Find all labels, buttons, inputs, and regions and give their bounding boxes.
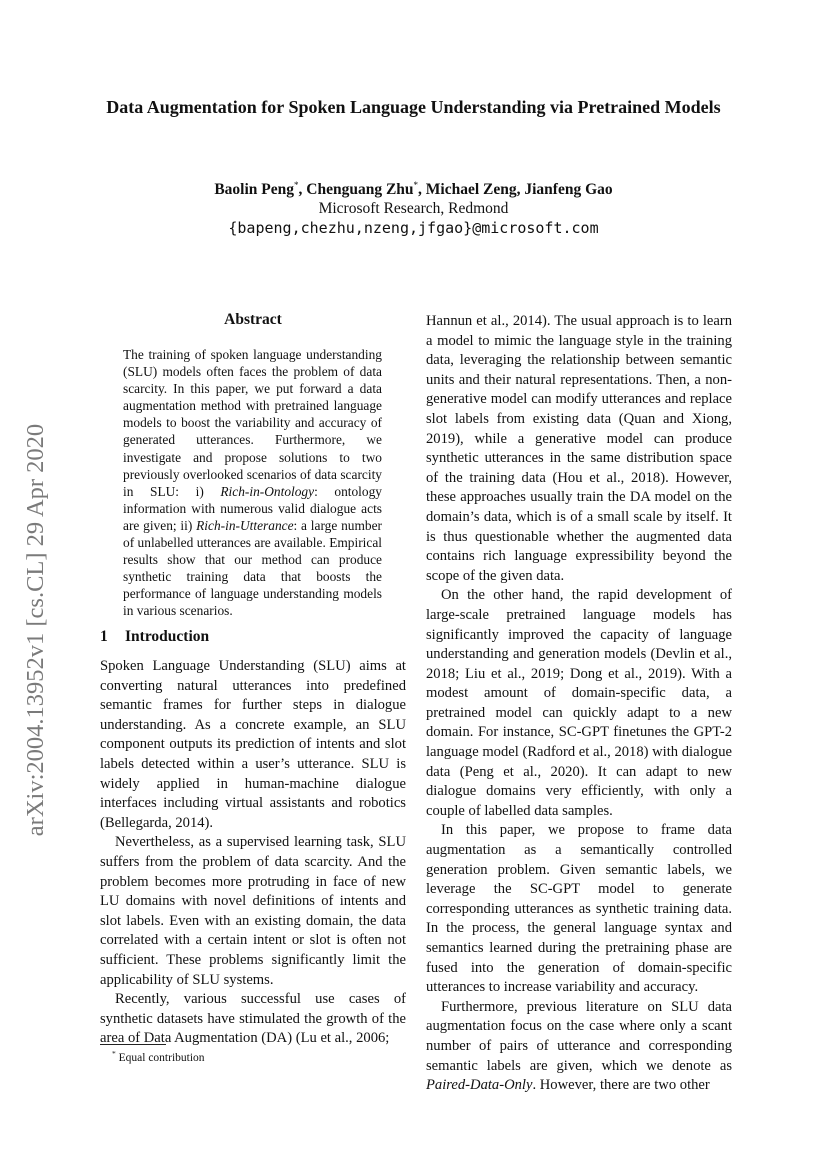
paragraph: On the other hand, the rapid development of large-scale pretrained language models has significantly improved the capacity of language understanding and generation models (Devlin et al., 2018; Liu et al., 2019; Dong et al., 2019). With a modest amount of domain-specific data, a pretrained model can quickly adapt to a new domain. For instance, SC-GPT finetunes the GPT-2 language model (Radford et al., 2018) with dialogue data (Peng et al., 2020). It can adapt to new dialogue domains very efficiently, with only a couple of labelled data samples. [426,587,732,819]
footnote-divider [100,1044,166,1045]
paragraph: Hannun et al., 2014). The usual approach is to learn a model to mimic the language style in the training data, leveraging the relationship between semantic units and their natural representations. Then, a non-generative model can modify utterances and replace slot labels from existing data (Quan and Xiong, 2019), while a generative model can produce synthetic utterances in the same distribution space of the training data (Hou et al., 2018). However, these approaches usually train the DA model on the domain’s data, which is of a small scale by itself. It is thus questionable whether the augmented data contains rich language expressibility beyond the scope of the given data. [426,313,732,584]
arxiv-identifier: arXiv:2004.13952v1 [cs.CL] 29 Apr 2020 [22,423,49,837]
author-mark: * [294,180,299,190]
section-title: Introduction [125,628,210,645]
paragraph: Recently, various successful use cases of synthetic datasets have stimulated the growth of the area of Data Augmentation (DA) (Lu et al., 2006; [100,991,406,1047]
paragraph: In this paper, we propose to frame data augmentation as a semantically controlled generation problem. Given semantic labels, we leverage the SC-GPT model to generate corresponding utterances as synthetic training data. In the process, the general language syntax and semantics learned during the pretraining phase are fused into the generation of domain-specific utterances to increase variability and accuracy. [426,822,732,996]
paragraph: Nevertheless, as a supervised learning task, SLU suffers from the problem of data scarcity. And the problem becomes more protruding in face of new LU domains with novel definitions of intents and slot labels. Even with an existing domain, the data correlated with a certain intent or slot is often not sufficient. These problems significantly limit the applicability of SLU systems. [100,834,406,988]
paper-title: Data Augmentation for Spoken Language Understanding via Pretrained Models [106,97,721,117]
author-name: Chenguang Zhu [306,181,414,199]
arxiv-sidebar-stamp [14,365,58,895]
author-name: Baolin Peng [214,181,295,199]
affiliation: Microsoft Research, Redmond [318,200,509,217]
abstract-body [123,346,382,620]
footnote [112,1047,402,1065]
paragraph-text: Furthermore, previous literature on SLU data augmentation focus on the case where only a scant number of pairs of utterance and corresponding semantic labels are given, which we denote as [426,998,732,1074]
abstract-text: The training of spoken language understanding (SLU) models often faces the problem of data scarcity. In this paper, we put forward a data augmentation method with pretrained language models to boost the variability and accuracy of generated utterances. Furthermore, we investigate and propose solutions to two previously overlooked scenarios of data scarcity in SLU: i) [123,347,382,499]
paragraph [426,998,732,1096]
abstract-term: Rich-in-Utterance [196,517,294,533]
abstract-text: : ontology information with numerous valid dialogue acts are given; ii) [123,483,382,533]
paragraph-text: . However, there are two other [532,1077,710,1094]
author-mark: * [413,180,419,190]
footnote-text: Equal contribution [118,1051,205,1064]
abstract-heading: Abstract [224,311,282,328]
author-name: Jianfeng Gao [524,181,613,199]
author-list: Baolin Peng*, Chenguang Zhu*, Michael Zeng, Jianfeng Gao [214,180,613,199]
paragraph-term: Paired-Data-Only [426,1077,533,1094]
left-column-body [100,657,406,1049]
paragraph: Spoken Language Understanding (SLU) aims at converting natural utterances into predefined semantic frames for further steps in dialogue understanding. As a concrete example, an SLU component outputs its prediction of intents and slot labels detected within a user’s utterance. SLU is widely applied in human-machine dialogue interfaces including virtual assistants and robotics (Bellegarda, 2014). [100,658,406,831]
author-name: Michael Zeng [425,181,517,199]
section-heading-introduction [100,628,406,646]
abstract-term: Rich-in-Ontology [220,483,315,499]
author-emails: {bapeng,chezhu,nzeng,jfgao}@microsoft.com [228,219,599,237]
right-column-body [426,312,732,1096]
footnote-mark: * [112,1049,116,1058]
abstract-text: : a large number of unlabelled utterances are available. Empirical results show that our method can produce synthetic training data that boosts the performance of language understanding models in various scenarios. [123,517,382,619]
section-number: 1 [100,628,108,645]
